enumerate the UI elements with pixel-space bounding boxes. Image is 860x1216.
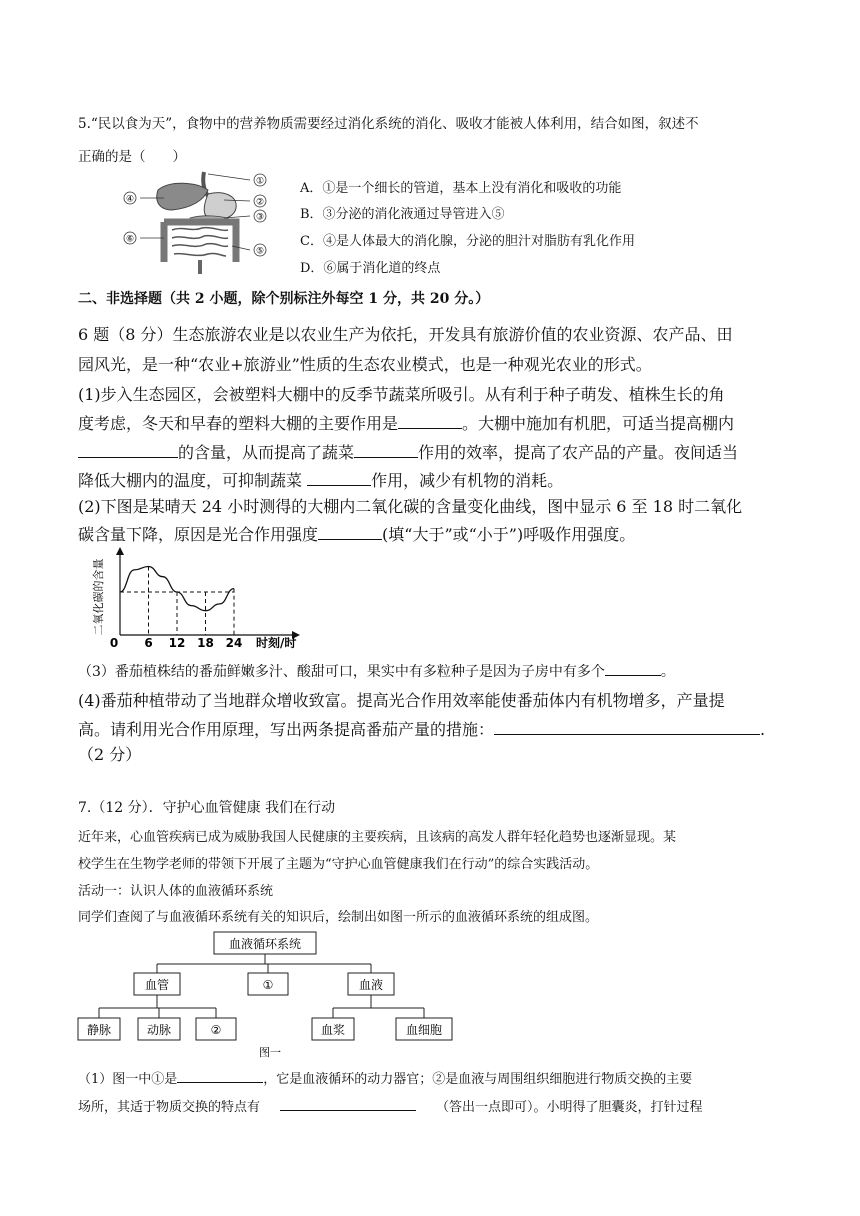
chart-series-line bbox=[120, 567, 234, 611]
q6-p2-line2-text-b: (填“大于”或“小于”)呼吸作用强度。 bbox=[382, 525, 636, 544]
q6-p1-line4 bbox=[78, 468, 563, 491]
node-plasma: 血浆 bbox=[320, 1023, 346, 1037]
q6-blank-1[interactable] bbox=[398, 412, 462, 429]
node-vessel: 血管 bbox=[144, 978, 170, 992]
node-capillary: ② bbox=[210, 1023, 222, 1037]
section2-heading: 二、非选择题（共 2 小题，除个别标注外每空 1 分，共 20 分。） bbox=[78, 291, 490, 307]
q6-blank-6[interactable] bbox=[605, 661, 661, 676]
label-3: ③ bbox=[255, 212, 265, 223]
chart-y-arrow bbox=[116, 547, 124, 555]
q6-p1-line4-text-b: 作用，减少有机物的消耗。 bbox=[371, 471, 564, 490]
label-4: ④ bbox=[125, 194, 135, 205]
q7-intro-line1: 近年来，心血管疾病已成为威胁我国人民健康的主要疾病，且该病的高发人群年轻化趋势也逐渐显现。某 bbox=[78, 830, 677, 845]
liver-shape bbox=[157, 183, 208, 210]
q6-p1-line4-text-a: 降低大棚内的温度，可抑制蔬菜 bbox=[78, 471, 308, 490]
vessel-connectors bbox=[99, 995, 216, 1018]
q7-blank-1[interactable] bbox=[177, 1069, 263, 1083]
chart-tick-12: 12 bbox=[168, 636, 186, 650]
digestive-system-figure bbox=[112, 168, 282, 278]
chart-tick-6: 6 bbox=[144, 636, 153, 650]
chart-tick-24: 24 bbox=[225, 636, 243, 650]
q6-p1-line2 bbox=[78, 411, 734, 434]
q6-p2-line2-text-a: 碳含量下降，原因是光合作用强度 bbox=[78, 525, 319, 544]
q7-p1-line1-text-a: （1）图一中①是 bbox=[78, 1072, 178, 1087]
q6-p4-line3: （2 分） bbox=[78, 745, 142, 764]
label-6: ⑥ bbox=[125, 234, 135, 245]
q5-option-d: D．⑥属于消化道的终点 bbox=[300, 261, 441, 276]
q6-blank-3[interactable] bbox=[354, 441, 418, 458]
node-vein: 静脉 bbox=[86, 1023, 112, 1037]
label-1: ① bbox=[255, 176, 265, 187]
q7-p1-line2 bbox=[78, 1096, 703, 1115]
q6-blank-7[interactable] bbox=[494, 718, 612, 735]
q6-p3-text-b: 。 bbox=[660, 664, 675, 680]
q6-p1-line3-text-a: 的含量，从而提高了蔬菜 bbox=[178, 443, 355, 462]
q6-blank-2[interactable] bbox=[78, 441, 178, 458]
q7-intro-line2: 校学生在生物学老师的带领下开展了主题为“守护心血管健康我们在行动”的综合实践活动。 bbox=[78, 857, 599, 872]
q5-stem-line1: 5.“民以食为天”，食物中的营养物质需要经过消化系统的消化、吸收才能被人体利用，结合如图，叙述不 bbox=[78, 116, 699, 132]
q6-blank-4[interactable] bbox=[307, 469, 371, 486]
blood-connectors bbox=[333, 995, 424, 1018]
label-5: ⑤ bbox=[255, 246, 265, 257]
q6-p1-line2-text-a: 度考虑，冬天和早春的塑料大棚的主要作用是 bbox=[78, 414, 399, 433]
q5-option-a: A．①是一个细长的管道，基本上没有消化和吸收的功能 bbox=[300, 181, 622, 196]
q7-activity1-desc: 同学们查阅了与血液循环系统有关的知识后，绘制出如图一所示的血液循环系统的组成图。 bbox=[78, 910, 599, 925]
q6-p2-line1: (2)下图是某晴天 24 小时测得的大棚内二氧化碳的含量变化曲线，图中显示 6 至 18 时二氧化 bbox=[78, 497, 743, 516]
q7-p1-line2-text-b: （答出一点即可）。小明得了胆囊炎，打针过程 bbox=[436, 1100, 703, 1115]
level1-connectors bbox=[157, 954, 371, 973]
q7-blank-2[interactable] bbox=[280, 1097, 416, 1111]
q6-blank-5[interactable] bbox=[318, 523, 382, 540]
q6-p3 bbox=[78, 661, 675, 681]
node-heart: ① bbox=[262, 978, 274, 992]
chart-xlabel: 时刻/时 bbox=[256, 636, 297, 650]
q5-option-c: C．④是人体最大的消化腺，分泌的胆汁对脂肪有乳化作用 bbox=[300, 234, 635, 249]
figure1-caption: 图一 bbox=[259, 1046, 281, 1058]
circulatory-system-diagram bbox=[70, 928, 490, 1058]
q6-p1-line1: (1)步入生态园区，会被塑料大棚中的反季节蔬菜所吸引。从有利于种子萌发、植株生长的角 bbox=[78, 385, 725, 404]
q6-p1-line2-text-b: 。大棚中施加有机肥，可适当提高棚内 bbox=[462, 414, 735, 433]
q6-intro-line2: 园风光，是一种“农业+旅游业”性质的生态农业模式，也是一种观光农业的形式。 bbox=[78, 355, 652, 374]
q6-intro-line1: 6 题（8 分）生态旅游农业是以农业生产为依托，开发具有旅游价值的农业资源、农产品、田 bbox=[78, 325, 733, 344]
co2-chart bbox=[92, 545, 312, 650]
chart-ylabel: 二氧化碳的含量 bbox=[92, 558, 105, 636]
node-blood: 血液 bbox=[358, 978, 384, 992]
q7-p1-line2-text-a: 场所，其适于物质交换的特点有 bbox=[78, 1100, 261, 1115]
q7-p1-line1 bbox=[78, 1068, 692, 1087]
label-2: ② bbox=[255, 197, 265, 208]
q6-p4-line2-text-a: 高。请利用光合作用原理，写出两条提高番茄产量的措施： bbox=[78, 720, 495, 739]
small-intestine-shape bbox=[172, 228, 228, 256]
q6-blank-8[interactable] bbox=[612, 718, 760, 735]
q6-p3-text-a: （3）番茄植株结的番茄鲜嫩多汁、酸甜可口，果实中有多粒种子是因为子房中有多个 bbox=[78, 664, 605, 680]
q6-p1-line3-text-b: 作用的效率，提高了农产品的产量。夜间适当 bbox=[418, 443, 739, 462]
q5-stem-line2: 正确的是（ ） bbox=[78, 149, 186, 165]
q6-p2-line2 bbox=[78, 522, 635, 545]
q7-p1-line1-text-b: ，它是血液循环的动力器官；②是血液与周围组织细胞进行物质交换的主要 bbox=[263, 1072, 693, 1087]
q5-option-b: B．③分泌的消化液通过导管进入⑤ bbox=[300, 207, 505, 222]
q6-p4-line2-text-b: . bbox=[760, 720, 766, 739]
q6-p4-line2 bbox=[78, 717, 765, 740]
chart-tick-18: 18 bbox=[197, 636, 214, 650]
q6-p4-line1: (4)番茄种植带动了当地群众增收致富。提高光合作用效率能使番茄体内有机物增多，产量提 bbox=[78, 691, 725, 710]
node-root: 血液循环系统 bbox=[228, 937, 302, 951]
node-cells: 血细胞 bbox=[405, 1023, 443, 1037]
q7-title: 7.（12 分）．守护心血管健康 我们在行动 bbox=[78, 800, 336, 816]
q6-p1-line3 bbox=[78, 440, 738, 463]
chart-tick-0: 0 bbox=[109, 636, 119, 650]
node-artery: 动脉 bbox=[146, 1023, 172, 1037]
q7-activity1-title: 活动一：认识人体的血液循环系统 bbox=[78, 884, 274, 899]
